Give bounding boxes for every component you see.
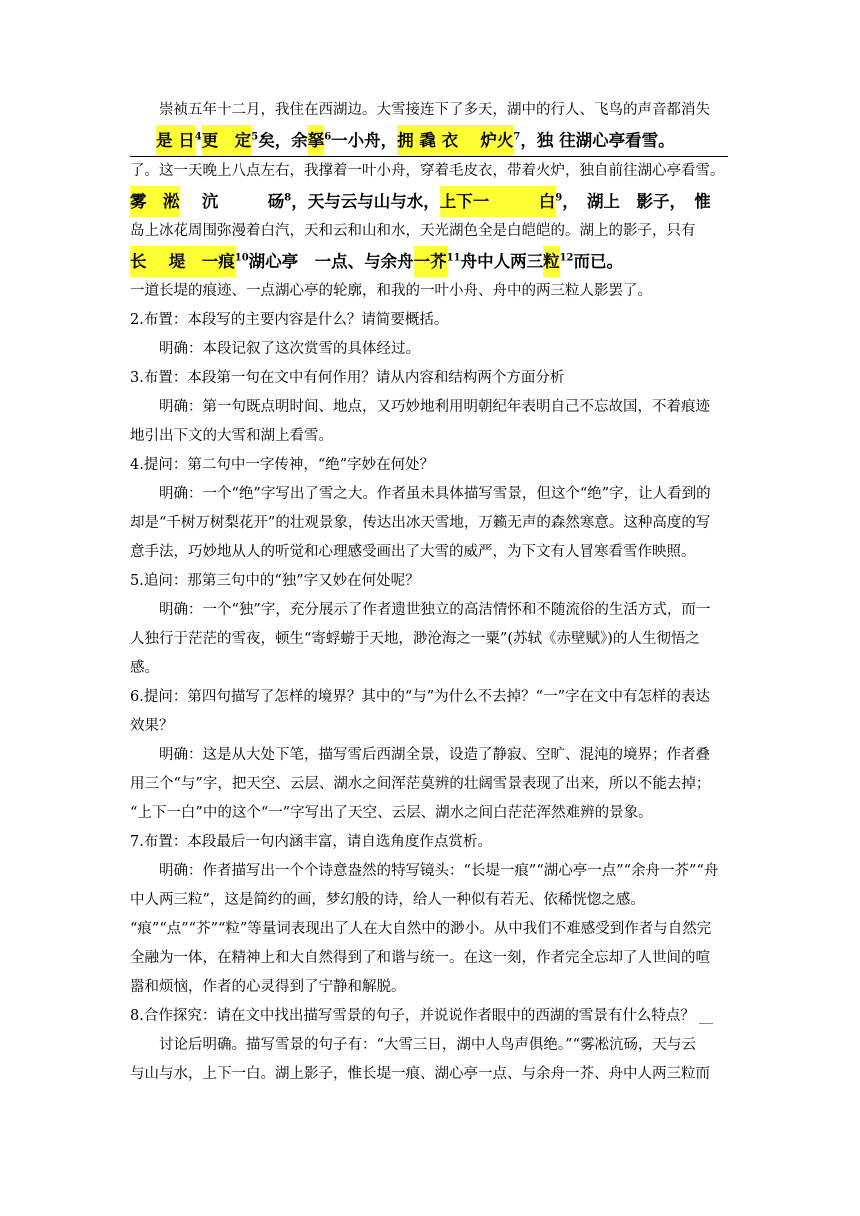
translation-line: 了。这一天晚上八点左右，我撑着一叶小舟，穿着毛皮衣，带着火炉，独自前往湖心亭看雪。 <box>130 163 725 179</box>
footnote-number: 7 <box>513 131 521 143</box>
original-text-fragment: 湖心亭 一点、与余舟 <box>248 252 414 271</box>
answer-7-line: “痕”“点”“芥”“粒”等量词表现出了人在大自然中的渺小。从中我们不难感受到作者与自然完 <box>130 921 712 937</box>
highlighted-phrase: 长 堤 一痕 <box>130 246 235 277</box>
answer-7-line: 中人两三粒”，这是简约的画，梦幻般的诗，给人一种似有若无、依稀恍惚之感。 <box>130 892 645 908</box>
answer-5-line: 人独行于茫茫的雪夜，顿生“寄蜉蝣于天地，渺沧海之一粟”(苏轼《赤壁赋》)的人生彻悟之 <box>130 631 700 647</box>
answer-3-line: 地引出下文的大雪和湖上看雪。 <box>130 428 333 444</box>
answer-8-line: 与山与水，上下一白。湖上影子，惟长堤一痕、湖心亭一点、与余舟一芥、舟中人两三粒而 <box>130 1066 710 1082</box>
answer-5-line: 感。 <box>130 660 159 676</box>
answer-6-line: 明确：这是从大处下笔，描写雪后西湖全景，设造了静寂、空旷、混沌的境界；作者叠 <box>159 747 710 763</box>
footnote-number: 6 <box>324 131 332 143</box>
original-text-line <box>130 186 728 217</box>
footnote-number: 4 <box>194 131 202 143</box>
answer-2: 明确：本段记叙了这次赏雪的具体经过。 <box>159 341 420 357</box>
footnote-number: 5 <box>251 131 259 143</box>
question-7: 7.布置：本段最后一句内涵丰富，请自选角度作点赏析。 <box>130 834 492 850</box>
original-text-fragment: 而已。 <box>573 252 624 271</box>
answer-7-line: 嚣和烦恼，作者的心灵得到了宁静和解脱。 <box>130 979 406 995</box>
question-6-line: 6.提问：第四句描写了怎样的境界？其中的“与”为什么不去掉？“一”字在文中有怎样的表达 <box>130 689 710 705</box>
document-page <box>130 96 728 1089</box>
blank-underline <box>699 1009 713 1024</box>
highlighted-phrase: 雾 淞 <box>130 186 180 217</box>
original-text-fragment: ，天与云与山与水， <box>291 192 440 211</box>
highlighted-phrase: 粒 <box>543 246 560 277</box>
answer-4-line: 明确：一个“绝”字写出了雪之大。作者虽未具体描写雪景，但这个“绝”字，让人看到的 <box>159 486 711 502</box>
question-3: 3.布置：本段第一句在文中有何作用？请从内容和结构两个方面分析 <box>130 370 565 386</box>
original-text-line <box>130 125 728 157</box>
footnote-number: 12 <box>559 252 574 264</box>
question-8 <box>130 1002 728 1031</box>
answer-7-line: 明确：作者描写出一个个诗意盎然的特写镜头：“长堤一痕”“湖心亭一点”“余舟一芥”“舟 <box>159 863 719 879</box>
question-2: 2.布置：本段写的主要内容是什么？请简要概括。 <box>130 312 449 328</box>
translation-line: 崇祯五年十二月，我住在西湖边。大雪接连下了多天，湖中的行人、飞鸟的声音都消失 <box>159 102 710 118</box>
answer-3-line: 明确：第一句既点明时间、地点，又巧妙地利用明朝纪年表明自己不忘故国，不着痕迹 <box>159 399 710 415</box>
original-text-fragment: 沆 砀 <box>179 192 285 211</box>
original-text-fragment: 矣，余 <box>258 131 308 150</box>
answer-6-line: 用三个“与”字，把天空、云层、湖水之间浑茫莫辨的壮阔雪景表现了出来，所以不能去掉； <box>130 776 711 792</box>
footnote-number: 10 <box>234 252 249 264</box>
answer-4-line: 意手法，巧妙地从人的听觉和心理感受画出了大雪的威严，为下文有人冒寒看雪作映照。 <box>130 544 696 560</box>
answer-7-line: 全融为一体，在精神上和大自然得到了和谐与统一。在这一刻，作者完全忘却了人世间的喧 <box>130 950 710 966</box>
answer-8-line: 讨论后明确。描写雪景的句子有：“大雪三日，湖中人鸟声俱绝。”“雾凇沆砀，天与云 <box>159 1037 696 1053</box>
highlighted-phrase: 拏 <box>308 125 325 156</box>
original-text-fragment: 一小舟， <box>331 131 398 150</box>
question-4: 4.提问：第二句中一字传神，“绝”字妙在何处？ <box>130 457 435 473</box>
question-8-text: 8.合作探究：请在文中找出描写雪景的句子，并说说作者眼中的西湖的雪景有什么特点？ <box>130 1008 695 1024</box>
translation-line: 岛上冰花周围弥漫着白汽，天和云和山和水，天光湖色全是白皑皑的。湖上的影子，只有 <box>130 223 696 239</box>
answer-5-line: 明确：一个“独”字，充分展示了作者遗世独立的高洁情怀和不随流俗的生活方式，而一 <box>159 602 711 618</box>
question-5: 5.追问：那第三句中的“独”字又妙在何处呢？ <box>130 573 420 589</box>
answer-6-line: “上下一白”中的这个“一”字写出了天空、云层、湖水之间白茫茫浑然难辨的景象。 <box>130 805 653 821</box>
highlighted-phrase: 上下一 白 <box>440 186 556 217</box>
footnote-number: 8 <box>284 192 292 204</box>
original-text-fragment: ， 湖上 影子， 惟 <box>562 192 711 211</box>
highlighted-phrase: 更 定 <box>202 125 252 156</box>
footnote-number: 9 <box>555 192 563 204</box>
original-text-line <box>130 246 728 277</box>
footnote-number: 11 <box>446 252 461 264</box>
question-6-line: 效果？ <box>130 718 174 734</box>
original-text-fragment: 舟中人两三 <box>460 252 544 271</box>
highlighted-phrase: 是 日 <box>156 125 195 156</box>
highlighted-phrase: 拥 毳 衣 炉火 <box>397 125 513 156</box>
answer-4-line: 却是“千树万树梨花开”的壮观景象，传达出冰天雪地，万籁无声的森然寒意。这种高度的写 <box>130 515 711 531</box>
translation-line: 一道长堤的痕迹、一点湖心亭的轮廓，和我的一叶小舟、舟中的两三粒人影罢了。 <box>130 283 652 299</box>
highlighted-phrase: 一芥 <box>414 246 447 277</box>
original-text-fragment: ，独 往湖心亭看雪。 <box>520 131 675 150</box>
